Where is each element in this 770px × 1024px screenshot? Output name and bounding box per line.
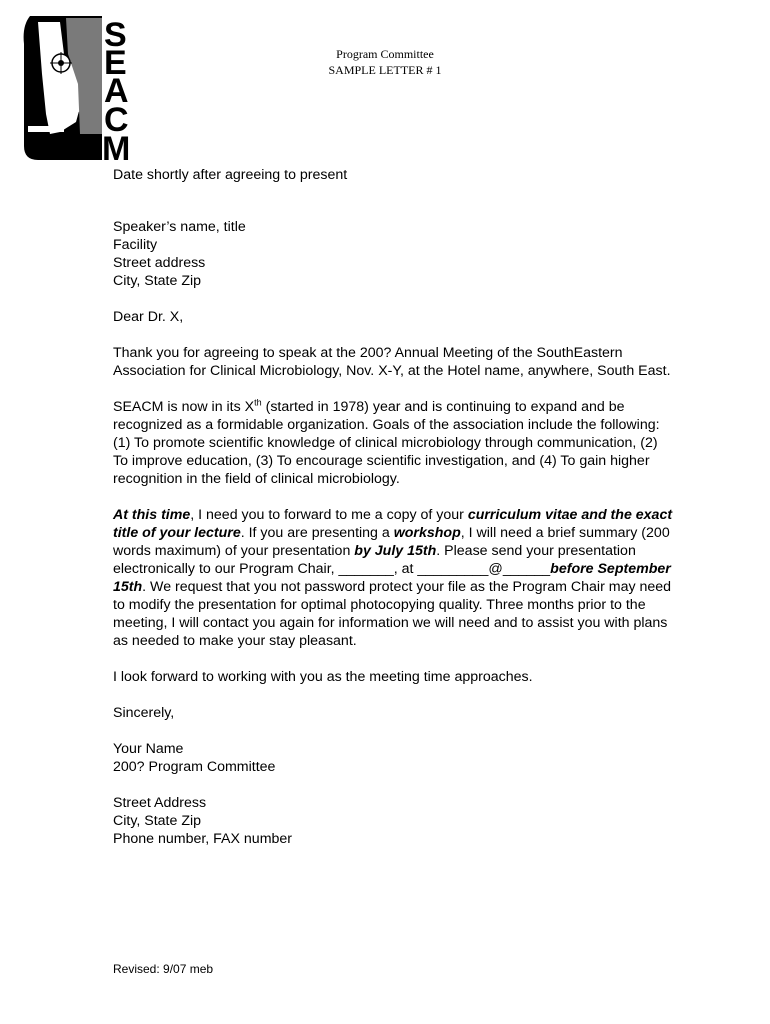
- paragraph-closing: I look forward to working with you as the meeting time approaches.: [113, 669, 533, 685]
- text-run: . Please send your presentation electronically to our Program Chair, _______, at _________@______: [113, 543, 636, 577]
- text-run: . We request that you not password protect your file as the Program Chair may need to modify the presentation for optimal photocopying quality. Three months prior to the meeting, I will contact you again for information we will need and to assist you with plans as needed to make your stay pleasant.: [113, 579, 672, 649]
- emphasis: curriculum vitae and the exact title of your lecture: [113, 507, 673, 541]
- revision-note: Revised: 9/07 meb: [113, 962, 214, 976]
- address-line: Facility: [113, 237, 158, 253]
- sender-address-line: Street Address: [113, 795, 207, 811]
- sender-address-line: Phone number, FAX number: [113, 831, 293, 847]
- letter-body: [113, 166, 673, 848]
- logo-letter-a: A: [104, 72, 129, 110]
- address-line: City, State Zip: [113, 273, 202, 289]
- signature-line: 200? Program Committee: [113, 759, 276, 775]
- address-line: Speaker’s name, title: [113, 219, 246, 235]
- southeast-map-graphic: [24, 16, 102, 160]
- address-line: Street address: [113, 255, 206, 271]
- seacm-logo: [20, 14, 136, 164]
- letter-date: Date shortly after agreeing to present: [113, 167, 348, 183]
- text-run: SEACM is now in its X: [113, 399, 255, 415]
- superscript-th: th: [254, 397, 262, 408]
- text-run: . If you are presenting a: [240, 525, 394, 541]
- paragraph-thanks: Thank you for agreeing to speak at the 200? Annual Meeting of the SouthEastern Association for Clinical Microbiology, Nov. X-Y, at the Hotel name, anywhere, South East.: [113, 345, 671, 379]
- logo-letter-m: M: [102, 130, 131, 164]
- paragraph-requests: [113, 506, 673, 650]
- recipient-address: [113, 218, 673, 290]
- logo-letter-s: S: [104, 16, 127, 54]
- closing: Sincerely,: [113, 705, 175, 721]
- letter-header: [0, 46, 770, 78]
- emphasis: by July 15th: [354, 543, 437, 559]
- signature-line: Your Name: [113, 741, 184, 757]
- emphasis: before September 15th: [113, 561, 671, 595]
- text-run: , I will need a brief summary (200 words maximum) of your presentation: [113, 525, 670, 559]
- sender-address-line: City, State Zip: [113, 813, 202, 829]
- signature-block: [113, 740, 673, 776]
- emphasis: At this time: [113, 507, 191, 523]
- text-run: (started in 1978) year and is continuing to expand and be recognized as a formidable organization. Goals of the association include the following: (1) To promote scientific knowledge of clinical microbiology through communication, (2) To improve education, (3) To encourage scientific investigation, and (4) To gain higher recognition in the field of clinical microbiology.: [113, 399, 660, 487]
- text-run: , I need you to forward to me a copy of your: [190, 507, 468, 523]
- logo-letter-e: E: [104, 44, 127, 82]
- header-sample-letter: SAMPLE LETTER # 1: [328, 63, 442, 77]
- emphasis: workshop: [393, 525, 461, 541]
- salutation: Dear Dr. X,: [113, 309, 184, 325]
- paragraph-about-seacm: [113, 398, 673, 488]
- header-committee: Program Committee: [336, 47, 434, 61]
- logo-letter-c: C: [104, 101, 129, 139]
- sender-address: [113, 794, 673, 848]
